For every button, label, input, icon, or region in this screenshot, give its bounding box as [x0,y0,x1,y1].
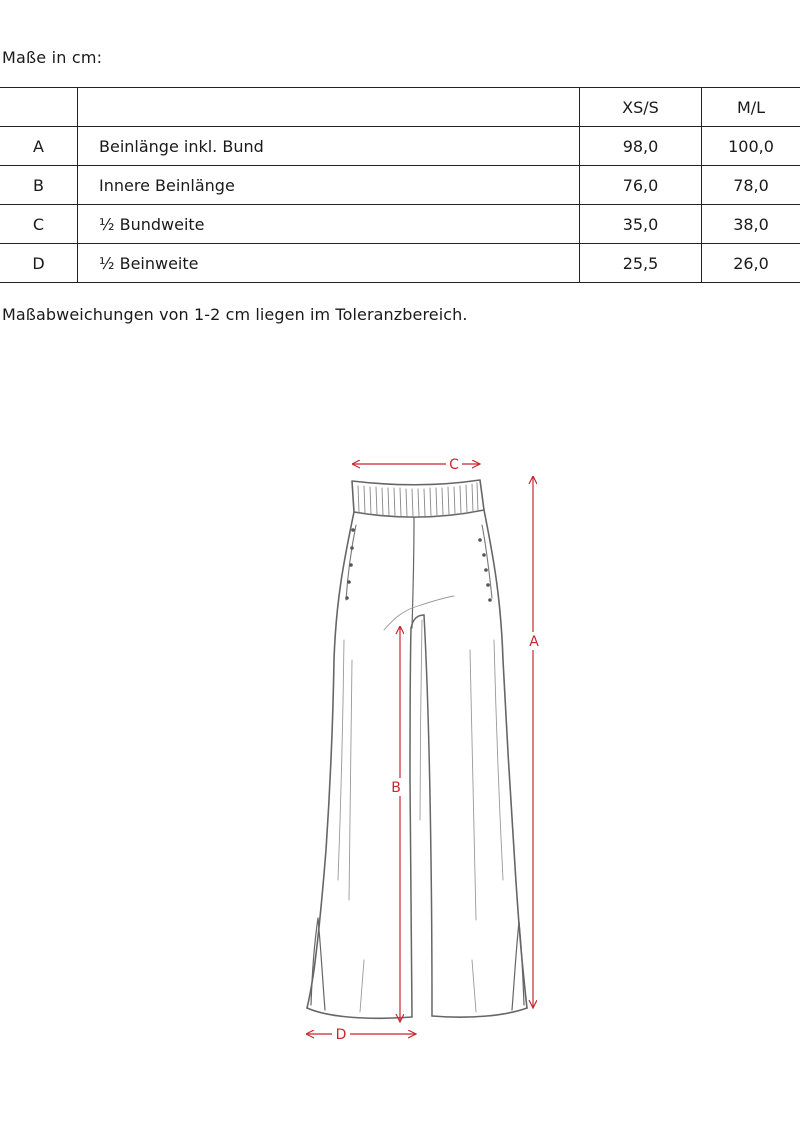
row-key: C [0,205,78,244]
row-value-xs-s: 98,0 [580,127,702,166]
right-hem [432,1008,527,1017]
row-value-m-l: 38,0 [702,205,800,244]
dimension-label-c: C [449,457,459,473]
tolerance-note: Maßabweichungen von 1-2 cm liegen im Toleranzbereich. [2,305,468,324]
center-front-seam [412,518,414,628]
row-label: ½ Bundweite [78,205,580,244]
row-value-m-l: 26,0 [702,244,800,283]
dimension-d [306,1027,416,1043]
dimension-label-b: B [391,780,401,796]
dimension-a [529,476,539,1008]
left-hem [307,1008,412,1018]
row-key: B [0,166,78,205]
row-value-xs-s: 35,0 [580,205,702,244]
dimension-b [391,626,401,1022]
row-key: D [0,244,78,283]
row-label: Innere Beinlänge [78,166,580,205]
fold-shading [338,596,503,1012]
dimension-label-a: A [529,634,539,650]
row-value-m-l: 78,0 [702,166,800,205]
dimension-c [352,457,480,473]
row-value-xs-s: 25,5 [580,244,702,283]
row-label: Beinlänge inkl. Bund [78,127,580,166]
right-side-slit [512,922,524,1010]
right-pocket-seam [482,525,492,598]
row-key: A [0,127,78,166]
row-value-m-l: 100,0 [702,127,800,166]
table-header-xs-s: XS/S [580,88,702,127]
table-header-m-l: M/L [702,88,800,127]
page-heading: Maße in cm: [2,48,103,67]
row-value-xs-s: 76,0 [580,166,702,205]
dimension-label-d: D [335,1027,347,1043]
trousers-sketch [307,480,527,1018]
pocket-studs [345,528,492,602]
row-label: ½ Beinweite [78,244,580,283]
left-inseam [410,628,412,1017]
left-pocket-seam [346,525,356,600]
waistband-ribbing [358,483,478,516]
right-inseam [424,615,432,1016]
